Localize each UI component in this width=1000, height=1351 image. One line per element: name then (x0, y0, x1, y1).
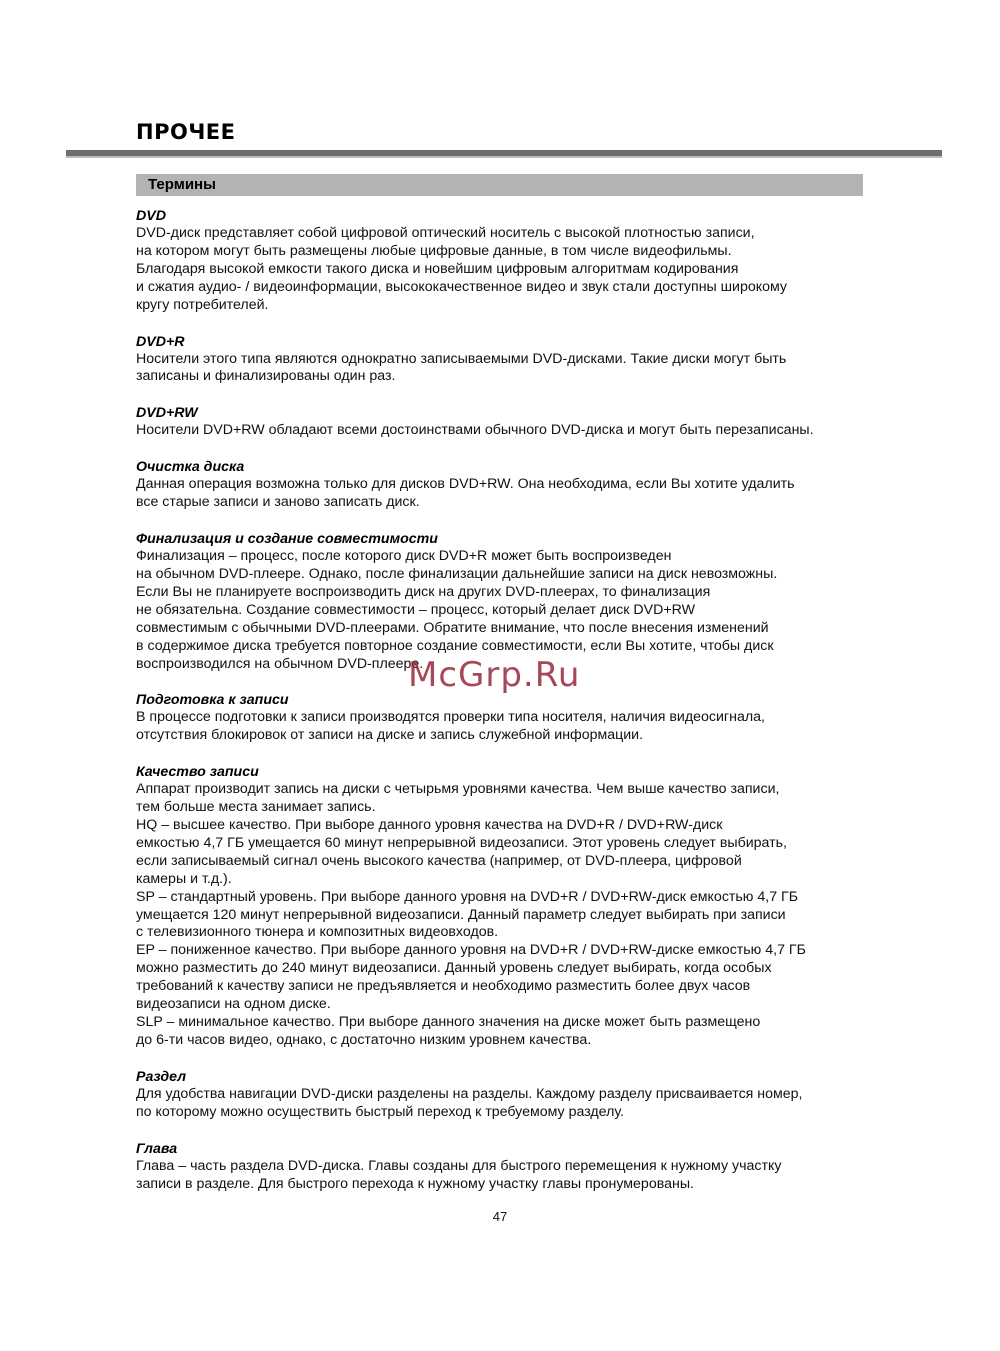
term-text-line: SLP – минимальное качество. При выборе данного значения на диске может быть размещено (136, 1014, 761, 1030)
term-heading: Глава (136, 1140, 178, 1157)
term-text-line: записи в разделе. Для быстрого перехода к нужному участку главы пронумерованы. (136, 1175, 694, 1192)
term-block (136, 458, 876, 512)
term-text-line: на обычном DVD-плеере. Однако, после финализации дальнейшие записи на диск невозможны. (136, 565, 778, 582)
term-text-line: Аппарат производит запись на диски с четырьмя уровнями качества. Чем выше качество записи, (136, 781, 780, 798)
term-block (136, 333, 876, 387)
term-block (136, 207, 876, 315)
term-text-line: отсутствия блокировок от записи на диске и запись служебной информации. (136, 727, 644, 744)
term-heading: Очистка диска (136, 459, 245, 476)
term-heading: Подготовка к записи (136, 692, 289, 709)
term-heading: DVD+R (136, 333, 185, 350)
term-text-line: емкостью 4,7 ГБ умещается 60 минут непрерывной видеозаписи. Этот уровень следует выбирать, (136, 834, 787, 851)
term-text-line: Глава – часть раздела DVD-диска. Главы созданы для быстрого перемещения к нужному участку (136, 1157, 782, 1174)
term-text-line: до 6-ти часов видео, однако, с достаточно низким уровнем качества. (136, 1031, 592, 1048)
term-text-line: требований к качеству записи не предъявляется и необходимо разместить более двух часов (136, 978, 751, 995)
terms-list (136, 207, 876, 1211)
watermark: McGrp.Ru (408, 655, 581, 695)
term-text-line: и сжатия аудио- / видеоинформации, высококачественное видео и звук стали доступны широкому (136, 278, 788, 295)
page-number: 47 (492, 1209, 508, 1224)
term-text-line: Носители этого типа являются однократно записываемыми DVD-дисками. Такие диски могут быть (136, 350, 787, 367)
term-text-line: по которому можно осуществить быстрый переход к требуемому разделу. (136, 1103, 624, 1120)
section-title: Термины (148, 176, 216, 193)
term-heading: Финализация и создание совместимости (136, 531, 438, 548)
term-text-line: EP – пониженное качество. При выборе данного уровня на DVD+R / DVD+RW-диске емкостью 4,7 ГБ (136, 942, 806, 959)
term-text-line: тем больше места занимает запись. (136, 799, 376, 816)
term-heading: DVD+RW (136, 405, 198, 422)
term-block (136, 530, 876, 673)
term-text-line: HQ – высшее качество. При выборе данного уровня качества на DVD+R / DVD+RW-диск (136, 817, 723, 834)
term-text-line: все старые записи и заново записать диск. (136, 494, 420, 511)
term-text-line: воспроизводился на обычном DVD-плеере. (136, 655, 424, 672)
term-text-line: с телевизионного тюнера и композитных видеовходов. (136, 924, 499, 941)
term-heading: DVD (136, 208, 166, 224)
page-title: ПРОЧЕЕ (136, 120, 236, 144)
term-text-line: Если Вы не планируете воспроизводить диск на других DVD-плеерах, то финализация (136, 583, 711, 600)
term-heading: Качество записи (136, 764, 259, 781)
term-block (136, 1140, 876, 1194)
term-text-line: Благодаря высокой емкости такого диска и новейшим цифровым алгоритмам кодирования (136, 260, 739, 277)
term-block (136, 691, 876, 745)
term-text-line: камеры и т.д.). (136, 870, 232, 887)
term-block (136, 763, 876, 1050)
term-text-line: Данная операция возможна только для дисков DVD+RW. Она необходима, если Вы хотите удалить (136, 476, 795, 493)
term-text-line: на котором могут быть размещены любые цифровые данные, в том числе видеофильмы. (136, 242, 732, 259)
term-text-line: в содержимое диска требуется повторное создание совместимости, если Вы хотите, чтобы диск (136, 637, 774, 654)
term-text-line: записаны и финализированы один раз. (136, 368, 396, 385)
term-text-line: Финализация – процесс, после которого диск DVD+R может быть воспроизведен (136, 548, 672, 565)
term-text-line: DVD-диск представляет собой цифровой оптический носитель с высокой плотностью записи, (136, 225, 755, 241)
term-text-line: видеозаписи на одном диске. (136, 996, 331, 1013)
term-text-line: кругу потребителей. (136, 296, 269, 313)
term-heading: Раздел (136, 1068, 187, 1085)
term-text-line: В процессе подготовки к записи производятся проверки типа носителя, наличия видеосигнала, (136, 709, 765, 726)
term-text-line: Для удобства навигации DVD-диски разделены на разделы. Каждому разделу присваивается номер, (136, 1085, 803, 1102)
term-text-line: можно разместить до 240 минут видеозаписи. Данный уровень следует выбирать, когда особых (136, 960, 772, 977)
term-text-line: умещается 120 минут непрерывной видеозаписи. Данный параметр следует выбирать при записи (136, 906, 786, 923)
term-block (136, 404, 876, 440)
term-text-line: если записываемый сигнал очень высокого качества (например, от DVD-плеера, цифровой (136, 852, 742, 869)
term-text-line: не обязательна. Создание совместимости – процесс, который делает диск DVD+RW (136, 601, 696, 618)
term-text-line: совместимым с обычными DVD-плеерами. Обратите внимание, что после внесения изменений (136, 619, 769, 636)
term-text-line: SP – стандартный уровень. При выборе данного уровня на DVD+R / DVD+RW-диск емкостью 4,7 ГБ (136, 888, 799, 905)
term-block (136, 1068, 876, 1122)
section-header (136, 174, 863, 196)
title-rule (66, 150, 942, 158)
term-text-line: Носители DVD+RW обладают всеми достоинствами обычного DVD-диска и могут быть перезаписаны. (136, 422, 814, 439)
